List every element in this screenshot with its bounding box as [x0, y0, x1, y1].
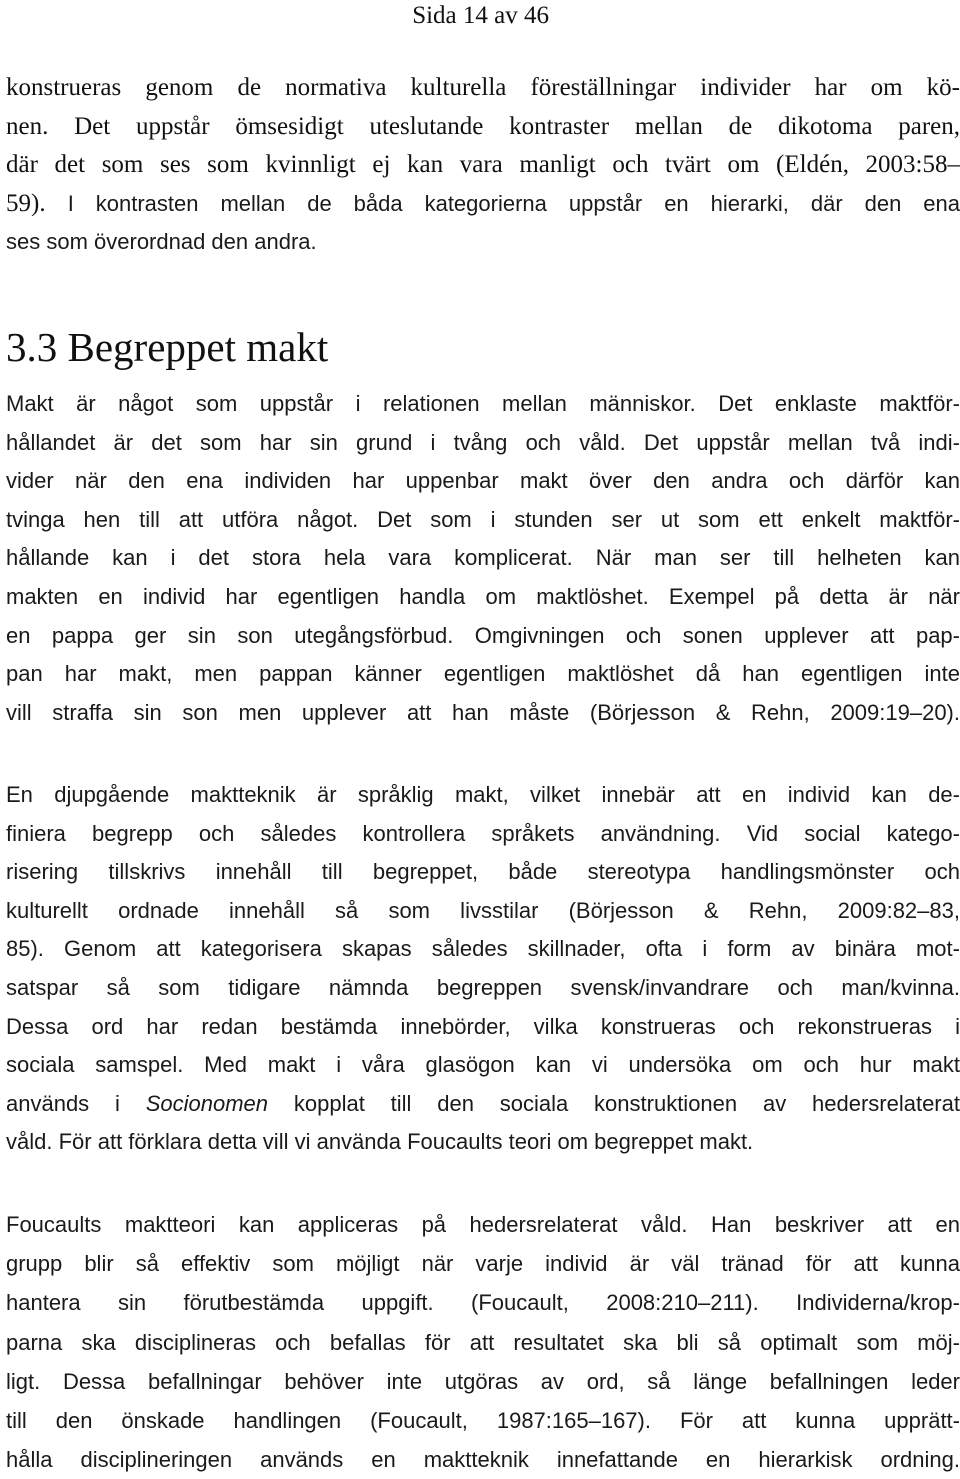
- text-line: En djupgående maktteknik är språklig makt, vilket innebär att en individ kan de-: [6, 782, 960, 807]
- text-segment: används i: [6, 1090, 120, 1116]
- text-line-mixed: [6, 501, 960, 540]
- text-segment: makten en individ har egentligen handla om maktlöshet.: [6, 583, 649, 609]
- text-line-mixed: [6, 385, 960, 424]
- text-segment: hållandet är det som har sin grund i tvång och våld.: [6, 429, 626, 455]
- section-heading: 3.3 Begreppet makt: [6, 324, 329, 370]
- text-segment: För att förklara detta vill vi använda Foucaults teori om begreppet makt.: [58, 1129, 754, 1155]
- text-segment: sociala samspel.: [6, 1052, 184, 1078]
- text-line: hålla disciplineringen används en maktteknik innefattande en hierarkisk ordning.: [6, 1447, 960, 1473]
- text-segment: våld.: [6, 1129, 53, 1155]
- text-line: grupp blir så effektiv som möjligt när varje individ är väl tränad för att kunna: [6, 1251, 960, 1277]
- text-line-mixed: [6, 930, 960, 969]
- text-segment: Med makt i våra glasögon kan vi undersöka om och hur makt: [204, 1052, 960, 1078]
- text-line-mixed: [6, 539, 960, 578]
- text-segment: Dessa befallningar behöver inte utgöras av ord, så länge befallningen leder: [62, 1368, 960, 1394]
- text-line: vider när den ena individen har uppenbar makt över den andra och därför kan: [6, 468, 960, 494]
- text-line-mixed: [6, 1283, 960, 1322]
- text-segment: Det enklaste maktför-: [718, 391, 960, 416]
- text-line: Dessa ord har redan bestämda innebörder, vilka konstrueras och rekonstrueras i: [6, 1013, 960, 1039]
- text-segment: För att kunna upprätt-: [679, 1408, 960, 1434]
- text-segment: till den önskade handlingen (Foucault, 1987:165–167).: [6, 1408, 651, 1434]
- text-segment: Exempel på detta är när: [668, 583, 960, 609]
- text-line: vill straffa sin son men upplever att han måste (Börjesson & Rehn, 2009:19–20).: [6, 699, 960, 725]
- text-line-mixed: [6, 1362, 960, 1401]
- text-segment: Han beskriver att en: [710, 1212, 960, 1237]
- text-line: ses som överordnad den andra.: [6, 229, 317, 255]
- text-segment: I kontrasten mellan de båda kategorierna uppstår en hierarki, där den ena: [67, 190, 960, 216]
- text-line: pan har makt, men pappan känner egentligen maktlöshet då han egentligen inte: [6, 661, 960, 687]
- text-line-mixed: [6, 1085, 960, 1124]
- text-line: där det som ses som kvinnligt ej kan vara manligt och tvärt om (Eldén, 2003:58–: [6, 151, 960, 179]
- paragraph-power-definition: [6, 385, 960, 732]
- paragraph-gender-norms: [6, 69, 960, 262]
- text-segment: hantera sin förutbestämda uppgift. (Foucault, 2008:210–211).: [6, 1290, 759, 1316]
- text-segment: hållande kan i det stora hela vara komplicerat.: [6, 545, 573, 571]
- paragraph-linguistic-power: [6, 776, 960, 1162]
- italic-book-title: Socionomen: [145, 1090, 269, 1116]
- text-line: konstrueras genom de normativa kulturella föreställningar individer har om kö-: [6, 74, 960, 101]
- page-number: Sida 14 av 46: [412, 2, 549, 29]
- text-segment: Omgivningen och sonen upplever att pap-: [474, 622, 960, 648]
- text-line-mixed: [6, 1401, 960, 1440]
- text-line-mixed: [6, 617, 960, 656]
- text-line-mixed: [6, 1123, 960, 1162]
- text-segment: Foucaults maktteori kan appliceras på hedersrelaterat våld.: [6, 1212, 688, 1237]
- text-segment: 59).: [6, 189, 46, 217]
- text-line: parna ska disciplineras och befallas för att resultatet ska bli så optimalt som möj-: [6, 1329, 960, 1355]
- text-segment: ligt.: [6, 1368, 41, 1394]
- paragraph-foucault: [6, 1205, 960, 1479]
- text-line: kulturellt ordnade innehåll så som livsstilar (Börjesson & Rehn, 2009:82–83,: [6, 897, 960, 923]
- text-segment: Individerna/krop-: [796, 1290, 960, 1316]
- text-line: satspar så som tidigare nämnda begreppen svensk/invandrare och man/kvinna.: [6, 974, 960, 1000]
- text-segment: Genom att kategorisera skapas således skillnader, ofta i form av binära mot-: [64, 936, 960, 962]
- text-line-mixed: [6, 185, 960, 224]
- text-line: nen. Det uppstår ömsesidigt uteslutande kontraster mellan de dikotoma paren,: [6, 112, 960, 140]
- text-segment: tvinga hen till att utföra något.: [6, 506, 359, 532]
- text-segment: Makt är något som uppstår i relationen mellan människor.: [6, 391, 696, 416]
- text-segment: Det som i stunden ser ut som ett enkelt maktför-: [377, 506, 960, 532]
- text-line-mixed: [6, 1046, 960, 1085]
- text-line-mixed: [6, 815, 960, 854]
- text-line: risering tillskrivs innehåll till begreppet, både stereotypa handlingsmönster och: [6, 859, 960, 885]
- text-segment: När man ser till helheten kan: [595, 545, 960, 571]
- text-segment: 85).: [6, 936, 44, 962]
- text-line-mixed: [6, 424, 960, 463]
- text-segment: en pappa ger sin son utegångsförbud.: [6, 622, 454, 648]
- text-segment: Vid social katego-: [746, 820, 960, 846]
- text-segment: kopplat till den sociala konstruktionen av hedersrelaterat: [293, 1090, 960, 1116]
- text-line-mixed: [6, 578, 960, 617]
- text-segment: Det uppstår mellan två indi-: [643, 429, 960, 455]
- text-line-mixed: [6, 1205, 960, 1244]
- text-segment: finiera begrepp och således kontrollera språkets användning.: [6, 820, 721, 846]
